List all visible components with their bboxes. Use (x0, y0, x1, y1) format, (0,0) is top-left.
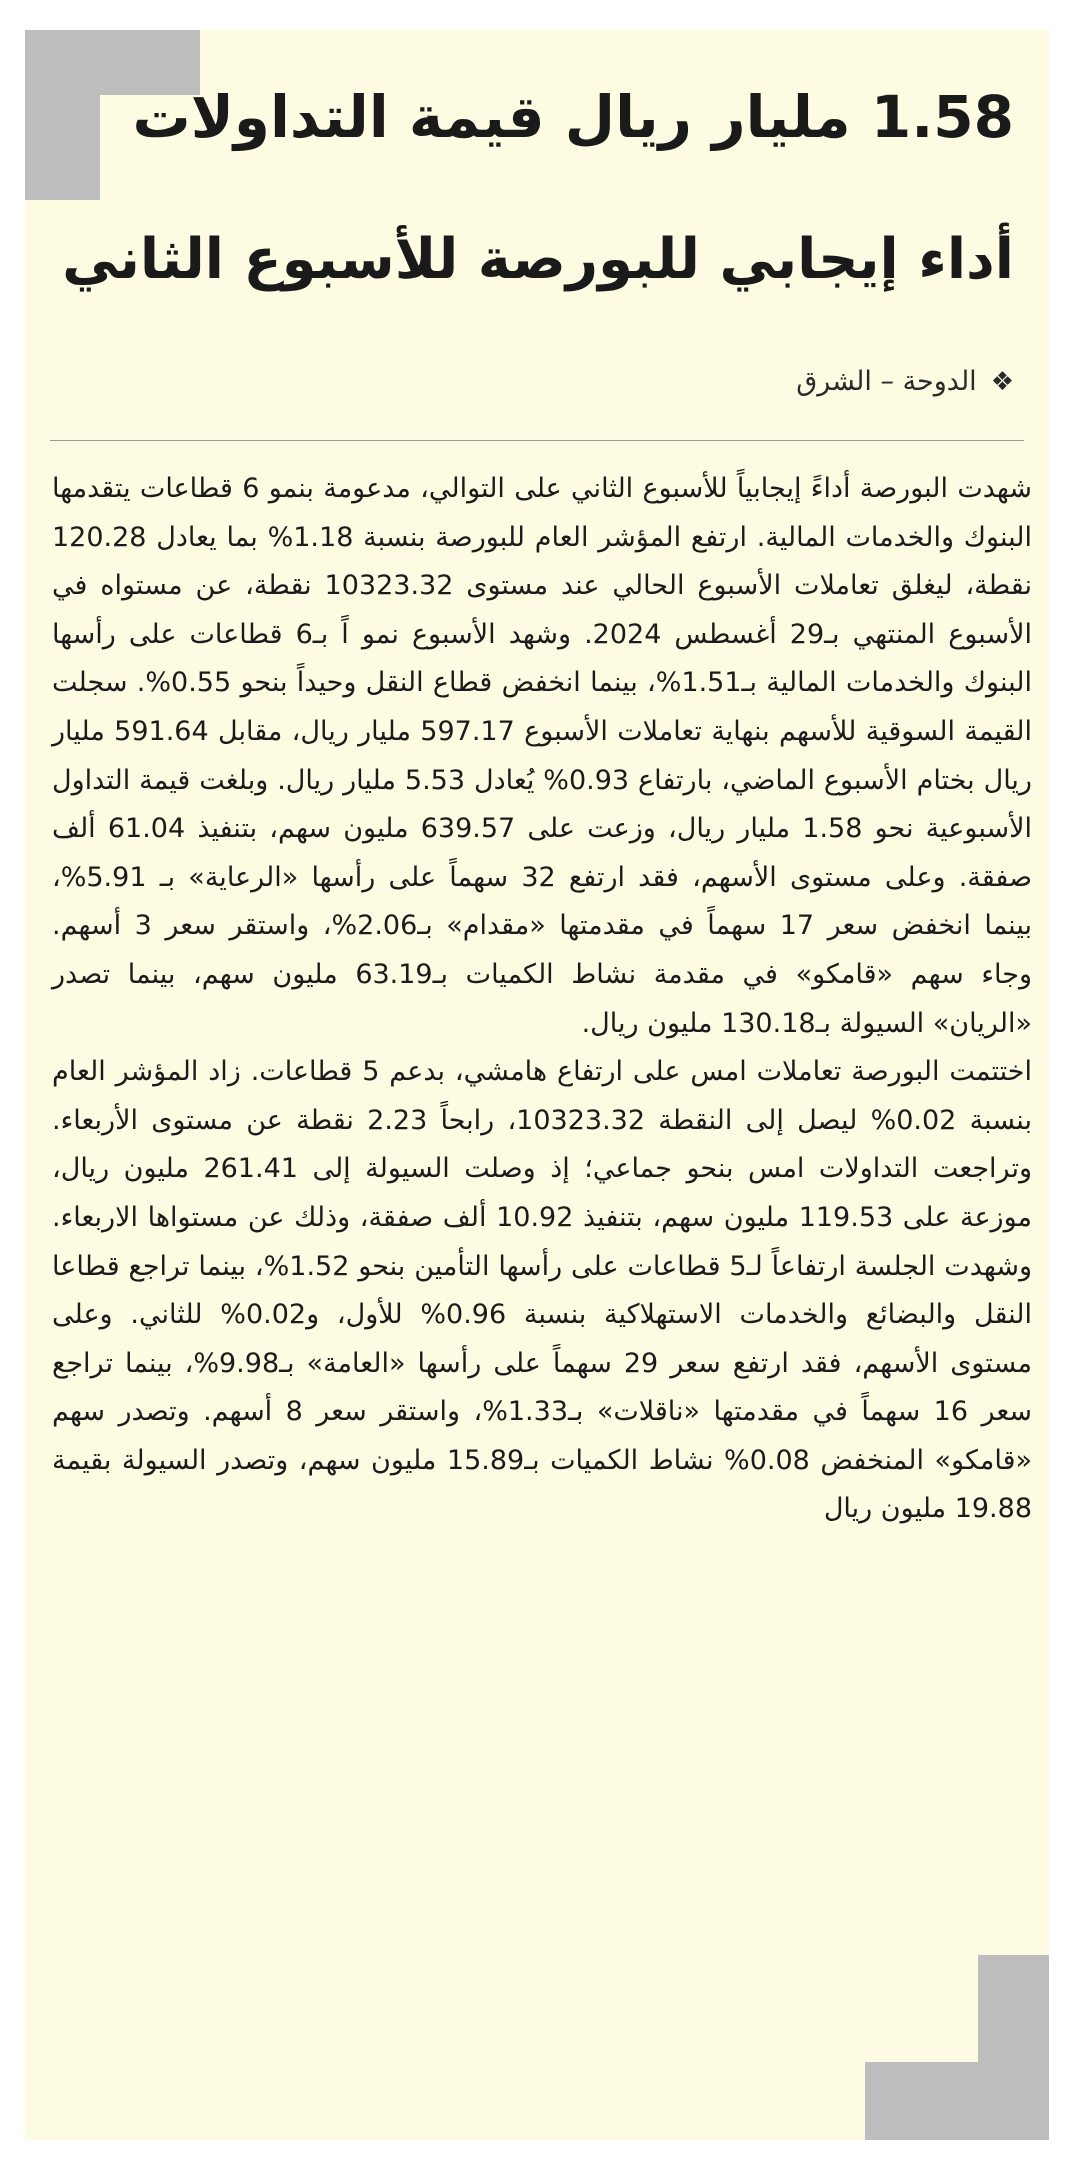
byline-text: الدوحة – الشرق (796, 366, 977, 397)
kicker-headline: 1.58 مليار ريال قيمة التداولات (132, 83, 1014, 151)
main-headline: أداء إيجابي للبورصة للأسبوع الثاني (62, 227, 1014, 292)
article-paragraph-1: شهدت البورصة أداءً إيجابياً للأسبوع الثاني على التوالي، مدعومة بنمو 6 قطاعات يتقدمها البنوك والخدمات المالية. ارتفع المؤشر العام للبورصة بنسبة 1.18% بما يعادل 120.28 نقطة، ليغلق تعاملات الأسبوع الحالي عند مستوى 10323.32 نقطة، عن مستواه في الأسبوع المنتهي بـ29 أغسطس 2024. وشهد الأسبوع نمو اً بـ6 قطاعات على رأسها البنوك والخدمات المالية بـ1.51%، بينما انخفض قطاع النقل وحيداً بنحو 0.55%. سجلت القيمة السوقية للأسهم بنهاية تعاملات الأسبوع 597.17 مليار ريال، مقابل 591.64 مليار ريال بختام الأسبوع الماضي، بارتفاع 0.93% يُعادل 5.53 مليار ريال. وبلغت قيمة التداول الأسبوعية نحو 1.58 مليار ريال، وزعت على 639.57 مليون سهم، بتنفيذ 61.04 ألف صفقة. وعلى مستوى الأسهم، فقد ارتفع 32 سهماً على رأسها «الرعاية» بـ 5.91%، بينما انخفض سعر 17 سهماً في مقدمتها «مقدام» بـ2.06%، واستقر سعر 3 أسهم. وجاء سهم «قامكو» في مقدمة نشاط الكميات بـ63.19 مليون سهم، بينما تصدر «الريان» السيولة بـ130.18 مليون ريال. (52, 473, 1033, 1039)
article-body (52, 465, 1032, 1534)
divider-line (50, 440, 1024, 441)
diamond-ornament-icon: ❖ (990, 367, 1014, 397)
article-paragraph-2: اختتمت البورصة تعاملات امس على ارتفاع هامشي، بدعم 5 قطاعات. زاد المؤشر العام بنسبة 0.02% ليصل إلى النقطة 10323.32، رابحاً 2.23 نقطة عن مستوى الأربعاء. وتراجعت التداولات امس بنحو جماعي؛ إذ وصلت السيولة إلى 261.41 مليون ريال، موزعة على 119.53 مليون سهم، بتنفيذ 10.92 ألف صفقة، وذلك عن مستواها الاربعاء. وشهدت الجلسة ارتفاعاً لـ5 قطاعات على رأسها التأمين بنحو 1.52%، بينما تراجع قطاعا النقل والبضائع والخدمات الاستهلاكية بنسبة 0.96% للأول، و0.02% للثاني. وعلى مستوى الأسهم، فقد ارتفع سعر 29 سهماً على رأسها «العامة» بـ9.98%، بينما تراجع سعر 16 سهماً في مقدمتها «ناقلات» بـ1.33%، واستقر سعر 8 أسهم. وتصدر سهم «قامكو» المنخفض 0.08% نشاط الكميات بـ15.89 مليون سهم، وتصدر السيولة بقيمة 19.88 مليون ريال (52, 1056, 1033, 1525)
corner-bracket-top-left-vertical (25, 30, 100, 200)
byline (796, 362, 1014, 402)
corner-bracket-bottom-right (865, 2062, 1049, 2140)
